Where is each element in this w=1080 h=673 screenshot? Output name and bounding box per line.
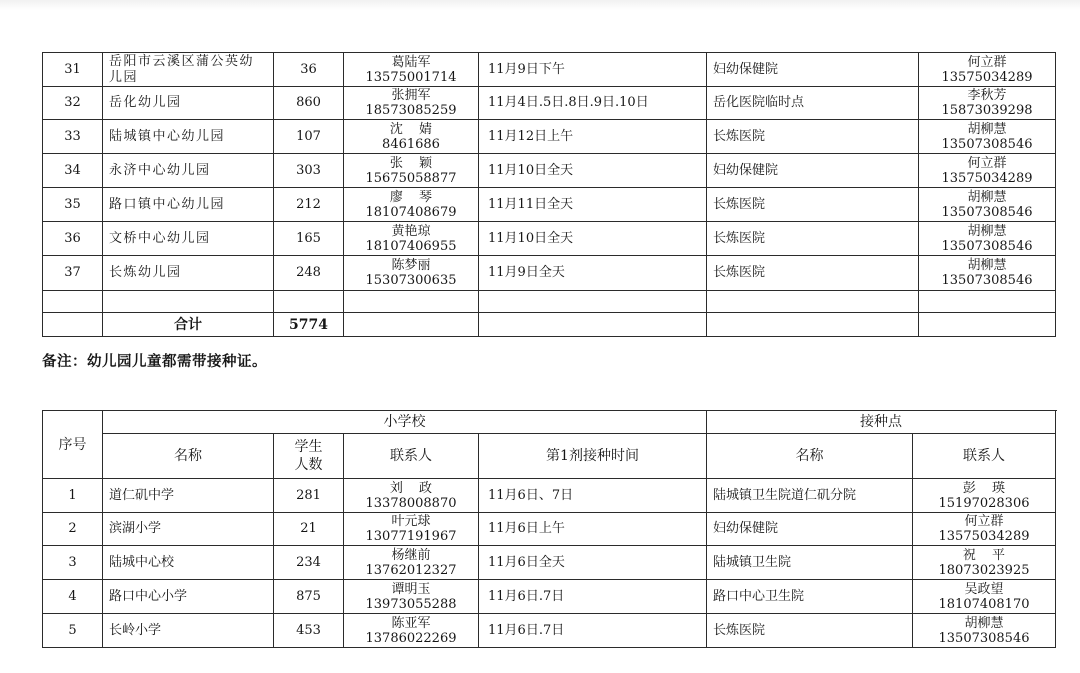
- school-name: 滨湖小学: [103, 513, 274, 546]
- row-number: 32: [43, 87, 103, 120]
- site-contact-phone: 13575034289: [941, 170, 1033, 186]
- site-contact: [919, 154, 1056, 188]
- header-site-name: 名称: [707, 434, 913, 479]
- empty-cell: [274, 291, 344, 313]
- table-row: [43, 479, 1056, 513]
- vaccination-site: 岳化医院临时点: [707, 87, 919, 120]
- header-row-columns: [43, 434, 1056, 479]
- table-row: [43, 614, 1056, 648]
- site-contact: [919, 120, 1056, 154]
- contact-name: 张 颖: [389, 155, 433, 171]
- kindergarten-name: 长炼幼儿园: [103, 256, 274, 291]
- contact-name: 黄艳琼: [391, 223, 431, 239]
- site-contact-name: 彭 瑛: [962, 480, 1006, 496]
- table-row: [43, 256, 1056, 291]
- kindergarten-contact: [344, 154, 479, 188]
- table-row: [43, 154, 1056, 188]
- child-count: 107: [274, 120, 344, 154]
- empty-cell: [43, 291, 103, 313]
- empty-cell: [344, 313, 479, 337]
- site-contact-phone: 13507308546: [941, 204, 1033, 220]
- contact-name: 沈 婧: [389, 121, 433, 137]
- contact-phone: 18107406955: [365, 238, 457, 254]
- site-contact-phone: 15873039298: [941, 103, 1033, 118]
- school-contact: [344, 479, 479, 513]
- table-row: [43, 222, 1056, 256]
- empty-cell: [707, 291, 919, 313]
- contact-phone: 18107408679: [365, 204, 457, 220]
- vaccination-time: 11月4日.5日.8日.9日.10日: [479, 87, 707, 120]
- site-contact-phone: 13507308546: [941, 273, 1033, 288]
- vaccination-site: 长炼医院: [707, 120, 919, 154]
- first-dose-time: 11月6日、7日: [479, 479, 707, 513]
- kindergarten-contact: [344, 53, 479, 87]
- row-number: 35: [43, 188, 103, 222]
- site-contact-phone: 13575034289: [941, 69, 1033, 85]
- remark-note: 备注：幼儿园儿童都需带接种证。: [42, 353, 267, 370]
- empty-cell: [103, 291, 274, 313]
- child-count: 860: [274, 87, 344, 120]
- total-label: 合计: [103, 313, 274, 337]
- site-contact: [919, 87, 1056, 120]
- contact-name: 刘 政: [389, 480, 433, 496]
- school-contact: [344, 513, 479, 546]
- contact-phone: 15675058877: [365, 170, 457, 186]
- school-name: 道仁矶中学: [103, 479, 274, 513]
- vaccination-time: 11月12日上午: [479, 120, 707, 154]
- contact-phone: 13378008870: [365, 495, 457, 511]
- school-table: [42, 410, 1056, 648]
- vaccination-time: 11月10日全天: [479, 154, 707, 188]
- first-dose-time: 11月6日上午: [479, 513, 707, 546]
- header-row-group: [43, 411, 1056, 434]
- contact-name: 谭明玉: [391, 581, 431, 597]
- table-row: [43, 87, 1056, 120]
- contact-phone: 13575001714: [365, 69, 457, 85]
- student-count: 281: [274, 479, 344, 513]
- site-contact: [913, 546, 1056, 580]
- row-number: 2: [43, 513, 103, 546]
- contact-name: 杨继前: [391, 547, 431, 563]
- empty-cell: [919, 291, 1056, 313]
- empty-cell: [43, 313, 103, 337]
- header-student-count-label: 学生人数: [294, 439, 323, 473]
- site-contact: [913, 513, 1056, 546]
- total-value: 5774: [274, 313, 344, 337]
- site-name: 陆城镇卫生院道仁矶分院: [707, 479, 913, 513]
- row-number: 33: [43, 120, 103, 154]
- kindergarten-table: [42, 52, 1056, 337]
- site-name: 妇幼保健院: [707, 513, 913, 546]
- site-name: 路口中心卫生院: [707, 580, 913, 614]
- school-name: 长岭小学: [103, 614, 274, 648]
- table-row: [43, 546, 1056, 580]
- table-row: [43, 53, 1056, 87]
- site-contact-name: 胡柳慧: [967, 189, 1007, 205]
- total-row: [43, 313, 1056, 337]
- contact-name: 张拥军: [391, 88, 431, 103]
- header-student-count: [274, 434, 344, 479]
- empty-cell: [707, 313, 919, 337]
- contact-name: 叶元球: [391, 514, 431, 529]
- site-contact-name: 祝 平: [962, 547, 1006, 563]
- first-dose-time: 11月6日全天: [479, 546, 707, 580]
- site-contact-phone: 18107408170: [938, 596, 1030, 612]
- contact-phone: 13786022269: [365, 630, 457, 646]
- site-contact-name: 胡柳慧: [967, 258, 1007, 273]
- site-contact: [919, 256, 1056, 291]
- contact-name: 廖 琴: [389, 189, 433, 205]
- site-contact: [919, 188, 1056, 222]
- vaccination-time: 11月11日全天: [479, 188, 707, 222]
- header-site-group: 接种点: [707, 411, 1056, 434]
- kindergarten-contact: [344, 87, 479, 120]
- site-contact-name: 何立群: [967, 54, 1007, 70]
- vaccination-time: 11月9日下午: [479, 53, 707, 87]
- site-contact-name: 胡柳慧: [964, 615, 1004, 631]
- kindergarten-contact: [344, 222, 479, 256]
- header-no: 序号: [43, 411, 103, 479]
- empty-cell: [479, 313, 707, 337]
- contact-name: 陈亚军: [391, 615, 431, 631]
- row-number: 34: [43, 154, 103, 188]
- site-contact-name: 胡柳慧: [967, 223, 1007, 239]
- contact-phone: 13973055288: [365, 596, 457, 612]
- student-count: 875: [274, 580, 344, 614]
- site-contact-phone: 15197028306: [938, 495, 1030, 511]
- vaccination-site: 妇幼保健院: [707, 154, 919, 188]
- header-first-dose-time: 第1剂接种时间: [479, 434, 707, 479]
- contact-phone: 18573085259: [365, 103, 457, 118]
- contact-name: 陈梦丽: [391, 258, 431, 273]
- student-count: 21: [274, 513, 344, 546]
- contact-phone: 15307300635: [365, 273, 457, 288]
- school-contact: [344, 580, 479, 614]
- empty-cell: [479, 291, 707, 313]
- site-contact-phone: 13507308546: [941, 136, 1033, 152]
- header-site-contact: 联系人: [913, 434, 1056, 479]
- header-school-group: 小学校: [103, 411, 707, 434]
- first-dose-time: 11月6日.7日: [479, 614, 707, 648]
- site-contact-phone: 13575034289: [938, 529, 1030, 544]
- student-count: 453: [274, 614, 344, 648]
- school-contact: [344, 614, 479, 648]
- site-contact: [919, 53, 1056, 87]
- empty-row: [43, 291, 1056, 313]
- school-name: 路口中心小学: [103, 580, 274, 614]
- vaccination-site: 长炼医院: [707, 222, 919, 256]
- empty-cell: [344, 291, 479, 313]
- vaccination-site: 长炼医院: [707, 188, 919, 222]
- site-name: 长炼医院: [707, 614, 913, 648]
- site-contact-name: 胡柳慧: [967, 121, 1007, 137]
- header-school-name: 名称: [103, 434, 274, 479]
- site-contact-name: 李秋芳: [967, 88, 1007, 103]
- vaccination-site: 长炼医院: [707, 256, 919, 291]
- contact-phone: 8461686: [382, 136, 440, 152]
- vaccination-site: 妇幼保健院: [707, 53, 919, 87]
- table-row: [43, 513, 1056, 546]
- contact-name: 葛陆军: [391, 54, 431, 70]
- row-number: 4: [43, 580, 103, 614]
- site-contact-phone: 13507308546: [941, 238, 1033, 254]
- first-dose-time: 11月6日.7日: [479, 580, 707, 614]
- scan-edge-shadow: [0, 0, 1080, 10]
- site-contact-name: 吴政望: [964, 581, 1004, 597]
- site-contact-name: 何立群: [964, 514, 1004, 529]
- site-contact-phone: 13507308546: [938, 630, 1030, 646]
- kindergarten-contact: [344, 256, 479, 291]
- site-contact: [913, 614, 1056, 648]
- kindergarten-contact: [344, 120, 479, 154]
- contact-phone: 13077191967: [365, 529, 457, 544]
- site-contact-name: 何立群: [967, 155, 1007, 171]
- contact-phone: 13762012327: [365, 562, 457, 578]
- table-row: [43, 188, 1056, 222]
- site-contact: [913, 479, 1056, 513]
- row-number: 1: [43, 479, 103, 513]
- vaccination-time: 11月9日全天: [479, 256, 707, 291]
- site-contact: [919, 222, 1056, 256]
- child-count: 165: [274, 222, 344, 256]
- empty-cell: [919, 313, 1056, 337]
- kindergarten-name: 路口镇中心幼儿园: [103, 188, 274, 222]
- child-count: 248: [274, 256, 344, 291]
- table-row: [43, 580, 1056, 614]
- site-contact: [913, 580, 1056, 614]
- header-school-contact: 联系人: [344, 434, 479, 479]
- kindergarten-name: 永济中心幼儿园: [103, 154, 274, 188]
- site-contact-phone: 18073023925: [938, 562, 1030, 578]
- site-name: 陆城镇卫生院: [707, 546, 913, 580]
- student-count: 234: [274, 546, 344, 580]
- kindergarten-name: 岳阳市云溪区蒲公英幼儿园: [103, 53, 274, 87]
- child-count: 212: [274, 188, 344, 222]
- school-name: 陆城中心校: [103, 546, 274, 580]
- row-number: 3: [43, 546, 103, 580]
- row-number: 31: [43, 53, 103, 87]
- kindergarten-name: 岳化幼儿园: [103, 87, 274, 120]
- child-count: 36: [274, 53, 344, 87]
- kindergarten-contact: [344, 188, 479, 222]
- kindergarten-name: 陆城镇中心幼儿园: [103, 120, 274, 154]
- row-number: 37: [43, 256, 103, 291]
- vaccination-time: 11月10日全天: [479, 222, 707, 256]
- row-number: 5: [43, 614, 103, 648]
- child-count: 303: [274, 154, 344, 188]
- school-contact: [344, 546, 479, 580]
- table-row: [43, 120, 1056, 154]
- kindergarten-name: 文桥中心幼儿园: [103, 222, 274, 256]
- row-number: 36: [43, 222, 103, 256]
